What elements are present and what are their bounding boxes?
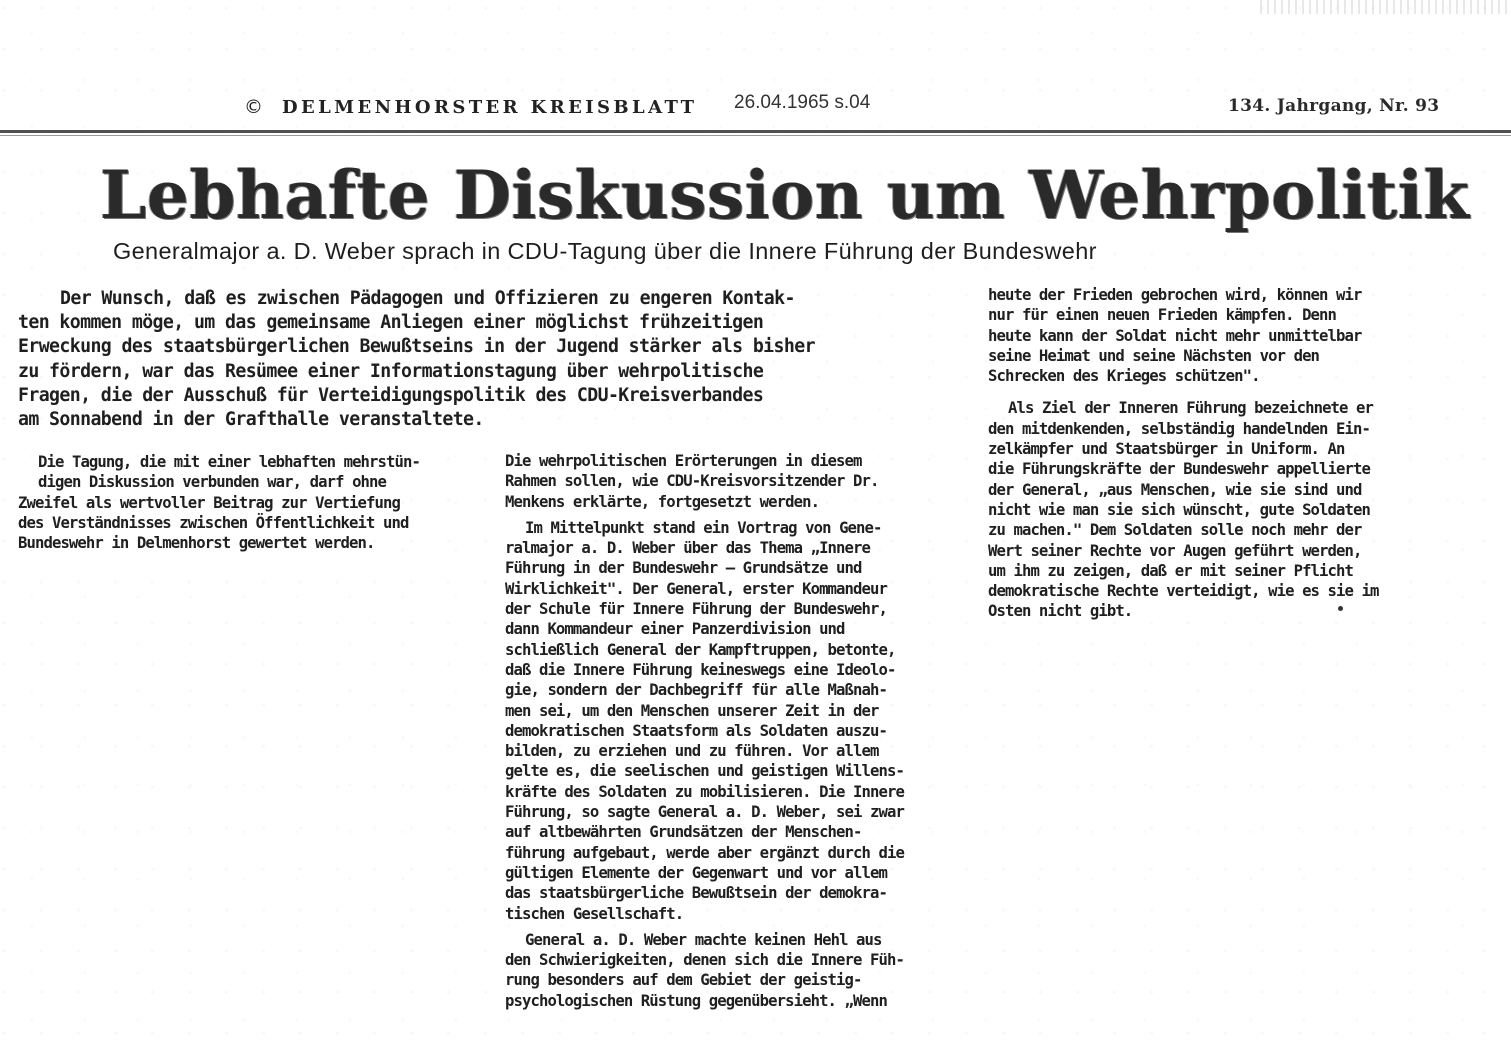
text-line: zu machen." Dem Soldaten solle noch mehr der <box>988 521 1362 540</box>
text-line: dann Kommandeur einer Panzerdivision und <box>505 620 845 639</box>
text-line: Die wehrpolitischen Erörterungen in diesem <box>505 452 862 470</box>
text-line: Wirklichkeit". Der General, erster Kommandeur <box>505 579 887 598</box>
date-reference: 26.04.1965 s.04 <box>734 92 871 113</box>
text-line: nicht wie man sie sich wünscht, gute Soldaten <box>988 500 1370 519</box>
text-line: die Führungskräfte der Bundeswehr appellierte <box>988 460 1370 479</box>
issue-number: 134. Jahrgang, Nr. 93 <box>1228 96 1440 116</box>
text-line: heute kann der Soldat nicht mehr unmittelbar <box>988 326 1362 345</box>
text-line: um ihm zu zeigen, daß er mit seiner Pflicht <box>988 561 1353 580</box>
lead-line: Der Wunsch, daß es zwischen Pädagogen und Offizieren zu engeren Kontak- <box>60 288 795 309</box>
text-line: demokratischen Staatsform als Soldaten auszu- <box>505 721 887 740</box>
text-line: seine Heimat und seine Nächsten vor den <box>988 346 1320 365</box>
text-line: kräfte des Soldaten zu mobilisieren. Die Innere <box>505 782 904 801</box>
text-line: bilden, zu erziehen und zu führen. Vor allem <box>505 742 879 761</box>
text-line: zelkämpfer und Staatsbürger in Uniform. An <box>988 440 1345 459</box>
text-line: Zweifel als wertvoller Beitrag zur Vertiefung <box>18 493 400 512</box>
text-line: daß die Innere Führung keineswegs eine Ideolo- <box>505 660 896 679</box>
text-line: gie, sondern der Dachbegriff für alle Maßnah- <box>505 681 887 700</box>
text-line: Im Mittelpunkt stand ein Vortrag von Gene- <box>525 518 882 537</box>
text-line: den Schwierigkeiten, denen sich die Innere Füh- <box>505 951 904 970</box>
text-line: Die Tagung, die mit einer lebhaften mehrstün- <box>38 453 420 471</box>
lead-line: am Sonnabend in der Grafthalle veranstaltete. <box>18 409 484 431</box>
text-line: men sei, um den Menschen unserer Zeit in der <box>505 701 879 720</box>
text-line: schließlich General der Kampftruppen, betonte, <box>505 640 896 659</box>
scan-artifact <box>1260 0 1510 14</box>
text-line: Menkens erklärte, fortgesetzt werden. <box>505 492 820 511</box>
lead-line: ten kommen möge, um das gemeinsame Anliegen einer möglichst frühzeitigen <box>18 312 764 334</box>
article-headline: Lebhafte Diskussion um Wehrpolitik <box>100 156 1470 234</box>
masthead-rule <box>0 130 1511 133</box>
text-line: Osten nicht gibt. <box>988 602 1133 621</box>
article-subheadline: Generalmajor a. D. Weber sprach in CDU-Tagung über die Innere Führung der Bundeswehr <box>113 238 1097 264</box>
text-line: General a. D. Weber machte keinen Hehl aus <box>525 930 882 949</box>
text-line: des Verständnisses zwischen Öffentlichkeit und <box>18 513 409 532</box>
masthead-rule-thin <box>0 135 1511 136</box>
text-line: heute der Frieden gebrochen wird, können wir <box>988 286 1362 304</box>
text-line: nur für einen neuen Frieden kämpfen. Denn <box>988 306 1337 325</box>
text-line: auf altbewährten Grundsätzen der Menschen- <box>505 823 862 842</box>
column-middle <box>505 451 965 1011</box>
lead-line: Erweckung des staatsbürgerlichen Bewußtseins in der Jugend stärker als bisher <box>18 336 815 358</box>
column-right <box>988 285 1453 622</box>
text-line: Bundeswehr in Delmenhorst gewertet werden. <box>18 534 375 553</box>
text-line: rung besonders auf dem Gebiet der geistig- <box>505 971 862 990</box>
text-line: führung aufgebaut, werde aber ergänzt durch die <box>505 843 904 862</box>
text-line: Führung in der Bundeswehr — Grundsätze und <box>505 559 862 578</box>
newspaper-name: DELMENHORSTER KREISBLATT <box>282 97 698 118</box>
text-line: der Schule für Innere Führung der Bundeswehr, <box>505 600 887 619</box>
column-left <box>18 452 478 553</box>
scan-speck <box>1338 606 1343 611</box>
masthead <box>0 86 1511 126</box>
text-line: gültigen Elemente der Gegenwart und vor allem <box>505 863 887 882</box>
text-line: Wert seiner Rechte vor Augen geführt werden, <box>988 541 1362 560</box>
text-line: demokratische Rechte verteidigt, wie es sie im <box>988 582 1379 601</box>
lead-line: zu fördern, war das Resümee einer Informationstagung über wehrpolitische <box>18 360 764 382</box>
lead-paragraph <box>18 287 948 432</box>
text-line: gelte es, die seelischen und geistigen Willens- <box>505 762 904 781</box>
text-line: psychologischen Rüstung gegenübersieht. „Wenn <box>505 991 887 1010</box>
copyright-symbol: © <box>244 96 263 118</box>
lead-line: Fragen, die der Ausschuß für Verteidigungspolitik des CDU-Kreisverbandes <box>18 384 764 406</box>
text-line: den mitdenkenden, selbständig handelnden Ein- <box>988 419 1370 438</box>
text-line: Schrecken des Krieges schützen". <box>988 367 1260 386</box>
text-line: Führung, so sagte General a. D. Weber, sei zwar <box>505 803 904 822</box>
text-line: ralmajor a. D. Weber über das Thema „Innere <box>505 539 870 558</box>
text-line: tischen Gesellschaft. <box>505 904 684 923</box>
text-line: digen Diskussion verbunden war, darf ohne <box>38 473 387 492</box>
text-line: Als Ziel der Inneren Führung bezeichnete er <box>1008 399 1373 418</box>
text-line: der General, „aus Menschen, wie sie sind und <box>988 480 1362 499</box>
text-line: das staatsbürgerliche Bewußtsein der demokra- <box>505 884 887 903</box>
text-line: Rahmen sollen, wie CDU-Kreisvorsitzender Dr. <box>505 472 879 491</box>
